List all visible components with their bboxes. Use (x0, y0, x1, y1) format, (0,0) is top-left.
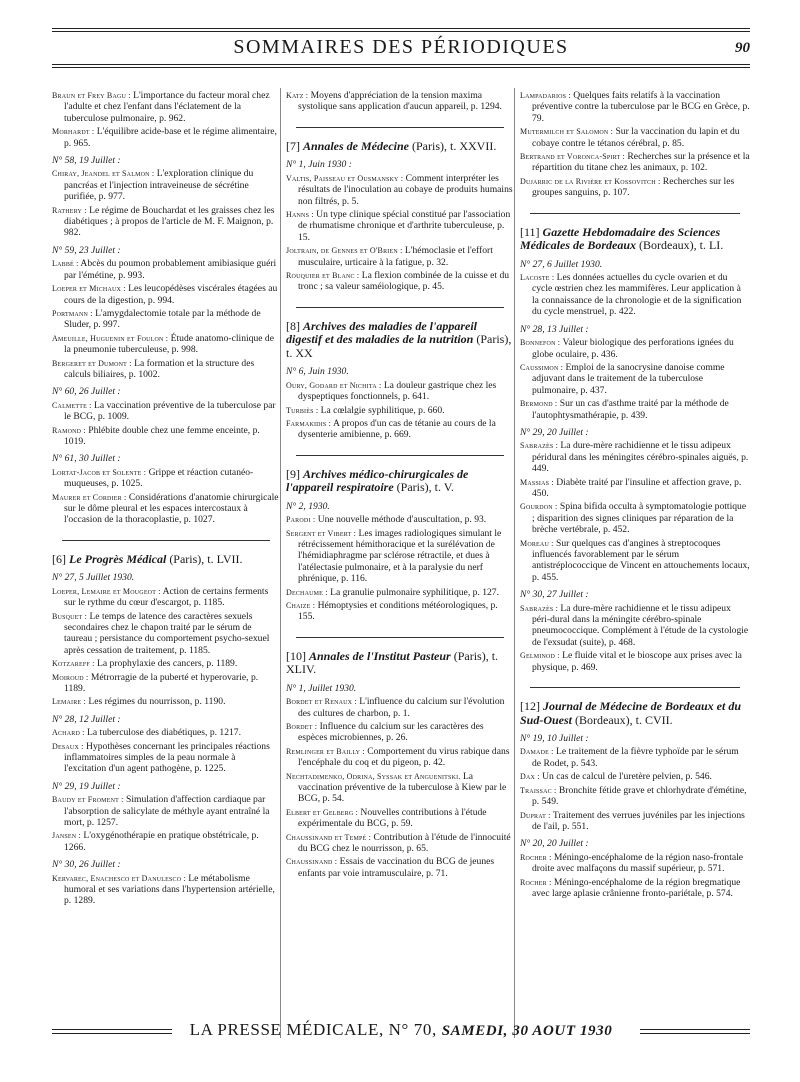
article-title: L'exploration clinique du pancréas et l'injection intraveineuse de sécrétine purifiée, p. 977. (64, 168, 254, 203)
column-left (52, 90, 280, 909)
article-authors: Joltrain, de Gennes et O'Brien : (286, 246, 403, 256)
article-title: La granulie pulmonaire syphilitique, p. 127. (330, 586, 499, 598)
article-title: Nouvelles contributions à l'étude expérimentale du BCG, p. 59. (298, 806, 487, 830)
article-title: Quelques faits relatifs à la vaccination préventive contre la tuberculose par le BCG en Grèce, p. 79. (532, 90, 750, 124)
journal-section-title (520, 226, 750, 253)
section-separator (62, 540, 270, 541)
article-entry (520, 538, 750, 584)
article-entry (286, 600, 514, 623)
article-authors: Portmann : (52, 308, 93, 318)
article-authors: Rathery : (52, 205, 87, 215)
article-authors: Rouquier et Blanc : (286, 270, 360, 280)
article-authors: Sabrazès : (520, 603, 559, 613)
article-title: L'importance du facteur moral chez l'adulte et chez l'enfant dans l'éclatement de la tuberculose pulmonaire, p. 962. (64, 90, 270, 124)
article-title: Sur quelques cas d'angines à streptocoques influencés favorablement par le sérum antistréplococcique de Vincent en attouchements locaux, p. 455. (532, 537, 750, 583)
issue-heading: N° 28, 12 Juillet : (52, 713, 121, 725)
article-authors: Kervarec, Enachesco et Danulesco : (52, 873, 186, 883)
issue-group (52, 781, 280, 853)
article-authors: Sabrazès : (520, 441, 559, 451)
article-authors: Lemaire : (52, 697, 86, 707)
article-title: Les images radiologiques simulant le rétrécissement hémithoracique et la surélévation de l'hémidiaphragme par sclérose rétractile, et dues à l'atélectasie pulmonaire, et à la paralysie du nerf phrénique, p. 116. (298, 527, 502, 585)
article-title: Méningo-encéphalome de la région naso-frontale droite avec malfaçons du massif supérieur, p. 571. (532, 851, 744, 875)
article-entry (286, 380, 514, 403)
header-rule-bottom (52, 64, 750, 68)
issue-heading: N° 30, 26 Juillet : (52, 859, 121, 871)
issue-group (52, 859, 280, 907)
footer-date: SAMEDI, 30 AOUT 1930 (441, 1023, 613, 1039)
issue-heading: N° 2, 1930. (286, 500, 330, 512)
article-entry (52, 586, 280, 609)
article-title: La dure-mère rachidienne et le tissu adipeux péri-dural dans la méningite cérébro-spinale pneumococcique. Complément à l'étude de la cystologie de l'exsudat (suite), p. 468. (532, 602, 749, 648)
article-title: Action de certains ferments sur le rythme du cœur d'escargot, p. 1185. (64, 585, 269, 609)
article-entry (52, 168, 280, 202)
section-number: [7] (286, 138, 300, 153)
article-entry (286, 587, 514, 598)
issue-heading: N° 60, 26 Juillet : (52, 386, 121, 398)
article-authors: Turbiès : (286, 405, 319, 415)
article-authors: Mutermilch et Salomon : (520, 127, 614, 137)
issue-heading: N° 30, 27 Juillet : (520, 589, 589, 601)
article-authors: Braun et Frey Bagu : (52, 91, 131, 100)
journal-section-title (286, 468, 514, 495)
article-title: L'équilibre acide-base et le régime alimentaire, p. 965. (64, 126, 277, 149)
article-entry (286, 405, 514, 416)
article-entry (286, 209, 514, 243)
article-entry (286, 832, 514, 855)
journal-name: Gazette Hebdomadaire des Sciences Médicales de Bordeaux (520, 224, 721, 253)
section-number: [12] (520, 699, 540, 714)
article-title: L'hémoclasie et l'effort musculaire, urticaire à la fatigue, p. 32. (298, 245, 493, 268)
article-title: Méningo-encéphalome de la région bregmatique avec large aplasie crânienne fronto-pariétale, p. 574. (532, 876, 741, 899)
footer-rule-right (640, 1029, 750, 1034)
article-title: La flexion combinée de la cuisse et du tronc ; sa valeur saméiologique, p. 45. (298, 269, 510, 293)
footer-journal: LA PRESSE MÉDICALE, N° 70, (189, 1020, 437, 1039)
article-entry (52, 873, 280, 907)
article-entry (52, 126, 280, 149)
journal-details: (Paris), t. XLIV. (286, 648, 499, 677)
article-authors: Chaussinand et Tempé : (286, 832, 372, 842)
article-entry (520, 603, 750, 649)
page-header (52, 28, 750, 72)
article-entry (520, 650, 750, 673)
article-authors: Gelminod : (520, 651, 560, 661)
journal-name: Archives des maladies de l'appareil digestif et des maladies de la nutrition (286, 318, 477, 347)
article-title: Sur la vaccination du lapin et du cobaye contre le tétanos cérébral, p. 85. (532, 126, 740, 149)
article-authors: Ramond : (52, 425, 86, 435)
article-entry (52, 492, 280, 526)
issue-heading: N° 29, 20 Juillet : (520, 426, 589, 438)
issue-group (520, 589, 750, 673)
article-authors: Dujarric de la Rivière et Kossovitch : (520, 176, 661, 186)
article-authors: Desaux : (52, 741, 84, 751)
article-title: Considérations d'anatomie chirurgicale sur le dôme pleural et les espaces intercostaux à l'occasion de la thoracoplastie, p. 1027. (64, 491, 279, 526)
article-authors: Busquet : (52, 611, 88, 621)
article-title: Comment interpréter les résultats de l'inoculation au cobaye de produits humains non filtrés, p. 5. (298, 172, 513, 207)
header-rule-top (52, 28, 750, 32)
article-entry (520, 810, 750, 833)
article-entry (286, 528, 514, 585)
article-authors: Baudy et Froment : (52, 795, 124, 805)
article-authors: Dax : (520, 772, 540, 782)
article-title: La douleur gastrique chez les dyspeptiques fonctionnels, p. 641. (298, 379, 497, 403)
issue-heading: N° 58, 19 Juillet : (52, 155, 121, 167)
article-authors: Kotzareff : (52, 659, 95, 669)
article-title: Diabète traité par l'insuline et affection grave, p. 450. (532, 476, 742, 499)
article-entry (286, 90, 514, 113)
journal-name: Annales de l'Institut Pasteur (309, 648, 451, 663)
article-entry (520, 771, 750, 782)
article-authors: Calmette : (52, 400, 92, 410)
article-title: L'oxygénothérapie en pratique obstétricale, p. 1266. (64, 830, 259, 853)
article-title: Le régime de Bouchardat et les graisses chez les diabétiques ; à propos de l'article de M. F. Maignon, p. 982. (64, 204, 275, 239)
article-authors: Sergent et Vibert : (286, 528, 357, 538)
article-authors: Moreau : (520, 538, 554, 548)
article-authors: Lortat-Jacob et Solente : (52, 467, 147, 477)
article-entry (520, 176, 750, 199)
article-authors: Elbert et Gelberg : (286, 807, 358, 817)
article-entry (52, 333, 280, 356)
article-authors: Loeper, Lemaire et Mougeot : (52, 586, 161, 596)
article-title: Une nouvelle méthode d'auscultation, p. 93. (317, 514, 487, 526)
article-title: Les régimes du nourrisson, p. 1190. (88, 696, 226, 708)
article-entry (52, 205, 280, 239)
article-entry (520, 501, 750, 535)
issue-heading: N° 27, 5 Juillet 1930. (52, 572, 135, 584)
issue-heading: N° 20, 20 Juillet : (520, 838, 589, 850)
article-title: Spina bifida occulta à symptomatologie pottique ; disparition des signes cliniques par réparation de la brèche vertébrale, p. 452. (532, 501, 747, 536)
article-title: Le métabolisme humoral et ses variations dans l'hypertension artérielle, p. 1289. (64, 872, 275, 907)
column-middle (286, 90, 514, 881)
article-entry (286, 721, 514, 744)
journal-details: (Paris), t. XXVII. (412, 138, 497, 153)
article-authors: Jansen : (52, 831, 81, 841)
section-separator (296, 127, 504, 128)
article-entry (52, 425, 280, 448)
article-title: Influence du calcium sur les caractères des espèces microbiennes, p. 26. (298, 721, 484, 744)
issue-group (52, 572, 280, 707)
article-entry (520, 477, 750, 500)
journal-details: (Bordeaux), t. LI. (639, 238, 724, 253)
article-authors: Valtis, Paisseau et Ousmansky : (286, 173, 404, 183)
article-title: Bronchite fétide grave et chlorhydrate d'émétine, p. 549. (532, 784, 747, 808)
article-authors: Parodi : (286, 515, 316, 525)
article-entry (520, 151, 750, 174)
column-divider (280, 88, 281, 1038)
article-authors: Rocher : (520, 877, 552, 887)
journal-section-title (286, 140, 514, 154)
article-authors: Ameuille, Huguenin et Foulon : (52, 333, 169, 343)
issue-heading: N° 59, 23 Juillet : (52, 244, 121, 256)
article-entry (52, 830, 280, 853)
article-title: Phlébite double chez une femme enceinte, p. 1019. (64, 424, 260, 447)
article-entry (52, 696, 280, 707)
article-entry (52, 611, 280, 657)
journal-section-title (286, 650, 514, 677)
section-number: [8] (286, 318, 300, 333)
journal-details: (Paris), t. LVII. (169, 551, 243, 566)
article-title: A propos d'un cas de tétanie au cours de la dysenterie amibienne, p. 669. (298, 417, 496, 441)
article-title: Étude anatomo-clinique de la pneumonie tuberculeuse, p. 998. (64, 332, 274, 356)
column-divider (514, 88, 515, 1038)
article-authors: Dechaume : (286, 587, 328, 597)
article-title: Le fluide vital et le bioscope aux prises avec la physique, p. 469. (532, 650, 742, 673)
issue-group (520, 838, 750, 899)
journal-details: (Paris), t. XX (286, 332, 512, 360)
article-entry (520, 126, 750, 149)
article-authors: Massias : (520, 477, 554, 487)
article-entry (520, 877, 750, 900)
article-title: Abcès du poumon probablement amibiasique guéri par l'émétine, p. 993. (64, 258, 277, 281)
article-entry (52, 258, 280, 281)
column-right (520, 90, 750, 901)
article-entry (520, 398, 750, 421)
journal-section-title (286, 320, 514, 361)
article-entry (52, 672, 280, 695)
journal-details: (Bordeaux), t. CVII. (575, 712, 673, 727)
article-entry (520, 337, 750, 360)
article-title: Hypothèses concernant les principales réactions inflammatoires simples de la peau normale à l'excitation d'un agent pathogène, p. 1225. (64, 740, 270, 775)
issue-group (520, 324, 750, 421)
article-title: Grippe et réaction cutanéo-muqueuses, p. 1025. (64, 466, 254, 490)
article-authors: Bermond : (520, 399, 558, 409)
article-entry (52, 358, 280, 381)
article-entry (52, 467, 280, 490)
article-entry (286, 696, 514, 719)
article-authors: Labbé : (52, 259, 79, 269)
article-authors: Katz : (286, 91, 309, 100)
article-title: Simulation d'affection cardiaque par l'absorption de salicylate de méthyle ayant entraîné la mort, p. 1257. (64, 794, 270, 829)
article-authors: Remlinger et Bailly : (286, 746, 365, 756)
article-title: Un cas de calcul de l'uretère pelvien, p. 546. (542, 771, 712, 783)
article-entry (286, 245, 514, 268)
section-number: [11] (520, 224, 540, 239)
issue-heading: N° 19, 10 Juillet : (520, 733, 589, 745)
article-entry (286, 418, 514, 441)
article-entry (52, 308, 280, 331)
issue-group (520, 427, 750, 583)
section-separator (296, 637, 504, 638)
article-entry (520, 440, 750, 474)
article-entry (286, 173, 514, 207)
article-title: La vaccination préventive de la tuberculose à Kiew par le BCG, p. 54. (298, 770, 507, 805)
journal-details: (Paris), t. V. (396, 480, 454, 495)
article-entry (286, 856, 514, 879)
section-separator (296, 455, 504, 456)
article-entry (520, 90, 750, 124)
article-title: Le traitement de la fièvre typhoïde par le sérum de Rodet, p. 543. (532, 746, 739, 769)
article-authors: Lacoste : (520, 273, 555, 283)
journal-section-title (52, 553, 280, 567)
article-title: Le temps de latence des caractères sexuels secondaires chez le chapon traité par le sérum de taureau ; persistance du comportement psycho-sexuel après cessation de traitement, p. 1185. (64, 610, 270, 656)
section-separator (530, 687, 740, 688)
issue-group (286, 159, 514, 292)
article-title: Recherches sur les groupes sanguins, p. 107. (532, 175, 735, 199)
journal-name: Annales de Médecine (303, 138, 409, 153)
section-separator (296, 307, 504, 308)
article-authors: Bordet et Renaux : (286, 697, 357, 707)
article-title: Traitement des verrues juvéniles par les injections de l'ail, p. 551. (532, 809, 745, 832)
article-entry (520, 852, 750, 875)
article-authors: Achard : (52, 728, 85, 738)
issue-heading: N° 1, Juillet 1930. (286, 682, 357, 694)
article-authors: Nechtadimenko, Odrina, Syssak et Anguenitski. (286, 771, 461, 781)
journal-name: Archives médico-chirurgicales de l'appareil respiratoire (286, 466, 469, 495)
article-authors: Chiray, Jeandel et Salmon : (52, 169, 155, 179)
article-authors: Oury, Godard et Nichita : (286, 380, 382, 390)
issue-group (52, 245, 280, 380)
article-authors: Caussimon : (520, 362, 564, 372)
issue-heading: N° 1, Juin 1930 : (286, 159, 352, 171)
article-title: La tuberculose des diabétiques, p. 1217. (87, 727, 242, 739)
article-title: Sur un cas d'asthme traité par la méthode de l'autophtysmathérapie, p. 439. (532, 398, 729, 421)
issue-heading: N° 29, 19 Juillet : (52, 780, 121, 792)
article-title: La dure-mère rachidienne et le tissu adipeux péridural dans les méningites cérébro-spinales aiguës, p. 449. (532, 440, 749, 475)
article-title: Essais de vaccination du BCG de jeunes enfants par voie intramusculaire, p. 71. (298, 856, 495, 879)
article-entry (52, 794, 280, 828)
journal-section-title (520, 700, 750, 727)
article-entry (52, 741, 280, 775)
journal-name: Le Progrès Médical (69, 551, 167, 566)
issue-group (286, 683, 514, 880)
issue-group (52, 714, 280, 775)
article-authors: Gourdon : (520, 502, 558, 512)
article-entry (52, 400, 280, 423)
article-title: La formation et la structure des calculs biliaires, p. 1002. (64, 357, 255, 380)
page-footer (52, 1020, 750, 1044)
issue-heading: N° 27, 6 Juillet 1930. (520, 258, 603, 270)
article-title: Les données actuelles du cycle ovarien et du cycle œstrien chez les mammifères. Leur application à la connaissance de la chronologie et de la signification du cycle menstruel, p. 422. (532, 272, 742, 318)
article-entry (286, 807, 514, 830)
article-title: Métrorragie de la puberté et hyperovarie, p. 1189. (64, 671, 259, 694)
article-title: Recherches sur la présence et la répartition du titane chez les animaux, p. 102. (532, 151, 750, 174)
article-entry (520, 746, 750, 769)
issue-group (52, 386, 280, 447)
article-authors: Farmakidis : (286, 418, 332, 428)
article-title: Moyens d'appréciation de la tension maxima systolique sans application d'aucun appareil, p. 1294. (298, 90, 502, 113)
article-entry (286, 746, 514, 769)
article-entry (520, 272, 750, 318)
article-title: Comportement du virus rabique dans l'encéphale du coq et du pigeon, p. 42. (298, 745, 510, 769)
journal-name: Journal de Médecine de Bordeaux et du Sud-Ouest (520, 699, 741, 727)
article-authors: Moiroud : (52, 672, 89, 682)
article-authors: Hanns : (286, 209, 314, 219)
article-authors: Chaussinand : (286, 857, 338, 867)
article-title: La vaccination préventive de la tuberculose par le BCG, p. 1009. (64, 399, 276, 423)
article-authors: Maurer et Cordier : (52, 492, 127, 502)
article-authors: Bergeret et Dumont : (52, 358, 132, 368)
article-authors: Bordet : (286, 722, 318, 731)
article-authors: Morhardt : (52, 127, 95, 137)
article-entry (286, 514, 514, 525)
article-title: Hémoptysies et conditions météorologiques, p. 155. (298, 599, 498, 623)
article-authors: Chaize : (286, 600, 316, 610)
issue-heading: N° 28, 13 Juillet : (520, 323, 589, 335)
issue-group (520, 259, 750, 318)
article-authors: Loeper et Michaux : (52, 284, 126, 294)
article-authors: Bertrand et Voronca-Spirt : (520, 152, 625, 162)
article-title: Un type clinique spécial constitué par l'association de rhumatisme chronique et d'arthrite tuberculeuse, p. 15. (298, 208, 511, 243)
article-authors: Duprat : (520, 810, 551, 820)
article-entry (52, 283, 280, 306)
issue-group (520, 733, 750, 832)
article-title: L'amygdalectomie totale par la méthode de Sluder, p. 997. (64, 307, 261, 331)
article-authors: Rocher : (520, 852, 552, 862)
issue-heading: N° 6, Juin 1930. (286, 366, 349, 378)
article-title: La cœlalgie syphilitique, p. 660. (320, 404, 445, 416)
article-title: Contribution à l'étude de l'innocuité du BCG chez le nourrisson, p. 65. (298, 831, 511, 855)
issue-group (52, 453, 280, 525)
issue-group (286, 366, 514, 440)
article-authors: Damade : (520, 747, 554, 757)
article-entry (286, 771, 514, 805)
page-title: SOMMAIRES DES PÉRIODIQUES (233, 36, 569, 58)
page-number: 90 (735, 40, 750, 56)
article-entry (520, 785, 750, 808)
section-number: [9] (286, 466, 300, 481)
article-entry (52, 658, 280, 669)
article-title: Les leucopédèses viscérales étagées au cours de la digestion, p. 994. (64, 283, 278, 306)
article-authors: Lampadarios : (520, 91, 571, 100)
article-title: La prophylaxie des cancers, p. 1189. (96, 658, 238, 670)
article-authors: Traissac : (520, 785, 557, 795)
issue-heading: N° 61, 30 Juillet : (52, 453, 121, 465)
article-entry (52, 90, 280, 124)
section-separator (530, 213, 740, 214)
article-entry (520, 362, 750, 396)
issue-group (286, 501, 514, 623)
article-authors: Bonnefon : (520, 338, 561, 348)
article-entry (286, 270, 514, 293)
section-number: [6] (52, 551, 66, 566)
section-number: [10] (286, 648, 306, 663)
article-entry (52, 727, 280, 738)
article-title: Valeur biologique des perforations ignées du globe oculaire, p. 436. (532, 337, 734, 360)
article-title: Emploi de la sanocrysine danoise comme adjuvant dans le traitement de la tuberculose pulmonaire, p. 437. (532, 361, 725, 396)
article-title: L'influence du calcium sur l'évolution des cultures de charbon, p. 1. (298, 696, 505, 719)
issue-group (52, 155, 280, 239)
